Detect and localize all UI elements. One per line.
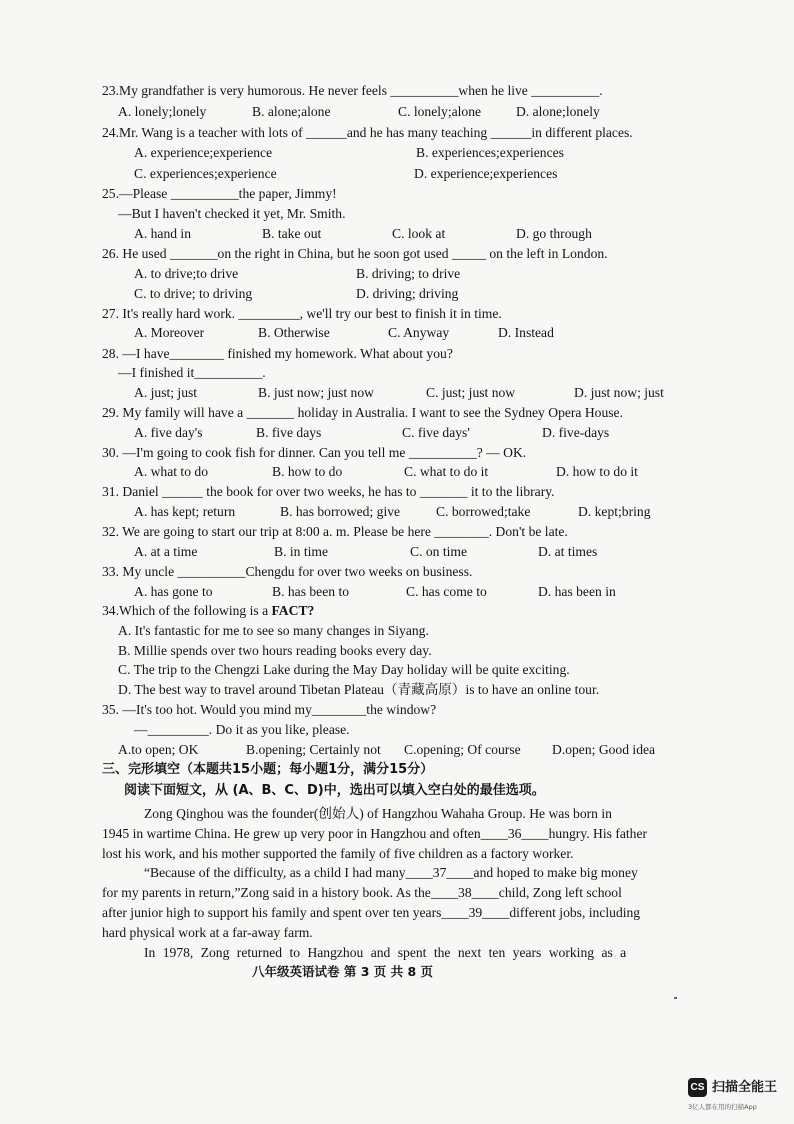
q27-options [0, 324, 794, 341]
q26-option-d: D. driving; driving [356, 286, 459, 301]
q31-stem: 31. Daniel ______ the book for over two weeks, he has to _______ it to the library. [102, 484, 555, 499]
q35-options [0, 741, 794, 758]
q28-options [0, 384, 794, 401]
q28-stem-reply: —I finished it__________. [118, 365, 266, 380]
q26-option-b: B. driving; to drive [356, 266, 461, 281]
q32-option-b: B. in time [274, 544, 328, 559]
q31-option-d: D. kept;bring [578, 504, 651, 519]
q24-option-a: A. experience;experience [134, 145, 273, 160]
q31-option-a: A. has kept; return [134, 504, 236, 519]
q35-stem-reply: —_________. Do it as you like, please. [134, 722, 350, 737]
q24-options-row1 [0, 144, 794, 161]
q25-stem-reply: —But I haven't checked it yet, Mr. Smith. [118, 206, 346, 221]
passage-line: Zong Qinghou was the founder(创始人) of Hangzhou Wahaha Group. He was born in [144, 806, 612, 821]
q24-stem: 24.Mr. Wang is a teacher with lots of ______and he has many teaching ______in different places. [102, 125, 633, 140]
q32-options [0, 543, 794, 560]
scanner-watermark [688, 1078, 788, 1118]
q34-stem-prefix: 34.Which of the following is a [102, 603, 272, 618]
passage-line: for my parents in return,”Zong said in a history book. As the____38____child, Zong left school [102, 885, 622, 900]
q23-option-a: A. lonely;lonely [118, 104, 207, 119]
q33-options [0, 583, 794, 600]
q35-option-a: A.to open; OK [118, 742, 199, 757]
q29-options [0, 424, 794, 441]
section-3-instruction: 阅读下面短文，从 (A、B、C、D)中，选出可以填入空白处的最佳选项。 [124, 783, 545, 798]
scanner-name: 扫描全能王 [712, 1080, 778, 1095]
q35-option-b: B.opening; Certainly not [246, 742, 381, 757]
q32-option-a: A. at a time [134, 544, 198, 559]
q24-option-d: D. experience;experiences [414, 166, 558, 181]
q29-option-d: D. five-days [542, 425, 610, 440]
q35-option-c: C.opening; Of course [404, 742, 521, 757]
q34-option-c: C. The trip to the Chengzi Lake during the May Day holiday will be quite exciting. [118, 662, 570, 677]
q29-stem: 29. My family will have a _______ holiday in Australia. I want to see the Sydney Opera House. [102, 405, 623, 420]
q27-option-c: C. Anyway [388, 325, 450, 340]
q34-stem [102, 602, 314, 619]
q31-options [0, 503, 794, 520]
q34-option-b: B. Millie spends over two hours reading books every day. [118, 643, 432, 658]
q25-stem: 25.—Please __________the paper, Jimmy! [102, 186, 337, 201]
q30-option-c: C. what to do it [404, 464, 489, 479]
q28-option-a: A. just; just [134, 385, 198, 400]
q35-option-d: D.open; Good idea [552, 742, 656, 757]
passage-line: lost his work, and his mother supported the family of five children as a factory worker. [102, 846, 574, 861]
q33-option-b: B. has been to [272, 584, 350, 599]
q32-stem: 32. We are going to start our trip at 8:00 a. m. Please be here ________. Don't be late. [102, 524, 568, 539]
q28-option-c: C. just; just now [426, 385, 516, 400]
q24-option-b: B. experiences;experiences [416, 145, 564, 160]
q32-option-d: D. at times [538, 544, 598, 559]
q27-option-b: B. Otherwise [258, 325, 330, 340]
q25-option-d: D. go through [516, 226, 592, 241]
q30-option-d: D. how to do it [556, 464, 638, 479]
passage-line: 1945 in wartime China. He grew up very poor in Hangzhou and often____36____hungry. His father [102, 826, 648, 841]
q27-option-d: D. Instead [498, 325, 554, 340]
q26-options-row1 [0, 265, 794, 282]
q28-stem: 28. —I have________ finished my homework. What about you? [102, 346, 453, 361]
q28-option-d: D. just now; just [574, 385, 664, 400]
section-3-title: 三、完形填空（本题共15小题；每小题1分，满分15分） [102, 762, 434, 777]
q29-option-c: C. five days' [402, 425, 470, 440]
q26-stem: 26. He used _______on the right in China, but he soon got used _____ on the left in London. [102, 246, 608, 261]
q31-option-b: B. has borrowed; give [280, 504, 401, 519]
q25-option-b: B. take out [262, 226, 322, 241]
q30-options [0, 463, 794, 480]
q23-option-b: B. alone;alone [252, 104, 331, 119]
q30-stem: 30. —I'm going to cook fish for dinner. Can you tell me __________? — OK. [102, 445, 527, 460]
q29-option-a: A. five day's [134, 425, 203, 440]
q33-option-a: A. has gone to [134, 584, 213, 599]
q25-option-a: A. hand in [134, 226, 192, 241]
scanner-logo-icon: CS [688, 1078, 707, 1097]
q26-options-row2 [0, 285, 794, 302]
q23-stem: 23.My grandfather is very humorous. He never feels __________when he live __________. [102, 83, 603, 98]
q33-stem: 33. My uncle __________Chengdu for over two weeks on business. [102, 564, 473, 579]
passage-line: In 1978, Zong returned to Hangzhou and spent the next ten years working as a [144, 945, 627, 960]
passage-line: hard physical work at a far-away farm. [102, 925, 313, 940]
q34-stem-fact: FACT? [271, 603, 315, 618]
q25-options [0, 225, 794, 242]
q24-options-row2 [0, 165, 794, 182]
q29-option-b: B. five days [256, 425, 322, 440]
q27-option-a: A. Moreover [134, 325, 205, 340]
q26-option-a: A. to drive;to drive [134, 266, 239, 281]
passage-line: “Because of the difficulty, as a child I had many____37____and hoped to make big money [144, 865, 638, 880]
q23-option-d: D. alone;lonely [516, 104, 600, 119]
q28-option-b: B. just now; just now [258, 385, 374, 400]
q33-option-c: C. has come to [406, 584, 487, 599]
q30-option-b: B. how to do [272, 464, 343, 479]
q23-options [0, 103, 794, 120]
q24-option-c: C. experiences;experience [134, 166, 277, 181]
q33-option-d: D. has been in [538, 584, 616, 599]
scanner-tagline: 3亿人都在用的扫描App [688, 1103, 757, 1111]
q35-stem: 35. —It's too hot. Would you mind my________the window? [102, 702, 437, 717]
passage-line: after junior high to support his family and spent over ten years____39____different jobs, including [102, 905, 641, 920]
q23-option-c: C. lonely;alone [398, 104, 482, 119]
q34-option-a: A. It's fantastic for me to see so many changes in Siyang. [118, 623, 429, 638]
q25-option-c: C. look at [392, 226, 446, 241]
page-footer: 八年级英语试卷 第 3 页 共 8 页 [252, 964, 434, 979]
scan-speck [674, 997, 677, 999]
q27-stem: 27. It's really hard work. _________, we'll try our best to finish it in time. [102, 306, 502, 321]
q31-option-c: C. borrowed;take [436, 504, 531, 519]
q32-option-c: C. on time [410, 544, 468, 559]
q26-option-c: C. to drive; to driving [134, 286, 253, 301]
q30-option-a: A. what to do [134, 464, 209, 479]
q34-option-d: D. The best way to travel around Tibetan Plateau（青藏高原）is to have an online tour. [118, 682, 600, 697]
